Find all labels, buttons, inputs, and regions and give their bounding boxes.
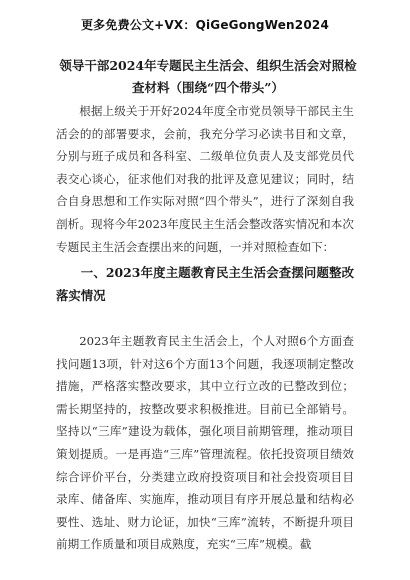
- document-title: 领导干部2024年专题民主生活会、组织生活会对照检查材料（围绕“四个带头”）: [59, 58, 357, 95]
- watermark-header: 更多免费公文+VX：QiGeGongWen2024: [80, 18, 329, 32]
- intro-paragraph: 根据上级关于开好2024年度全市党员领导干部民主生活会的的部署要求，会前，我充分学习必读书目和文章，分别与班子成员和各科室、二级单位负责人及支部党员代表交心谈心，征求他们对我的批评及意见建议；同时，结合自身思想和工作实际对照“四个带头”，进行了深刻自我剖析。现将今年2023年度民主生活会整改落实情况和本次专题民主生活会查摆出来的问题，一并对照检查如下：: [56, 104, 354, 254]
- section-heading-1: 一、2023年度主题教育民主生活会查摆问题整改落实情况: [56, 265, 354, 303]
- section-1-paragraph: 2023年主题教育民主生活会上，个人对照6个方面查找问题13项，针对这6个方面13个问题，我逐项制定整改措施，严格落实整改要求，其中立行立改的已整改到位；需长期坚持的，按整改要求积极推进。目前已全部销号。坚持以“三库”建设为载体，强化项目前期管理，推动项目策划提质。一是再造“三库”管理流程。依托投资项目绩效综合评价平台，分类建立政府投资项目和社会投资项目目录库、储备库、实施库，推动项目有序开展总量和结构必要性、选址、财力论证，加快“三库”流转，不断提升项目前期工作质量和项目成熟度，充实“三库”规模。截: [56, 334, 354, 552]
